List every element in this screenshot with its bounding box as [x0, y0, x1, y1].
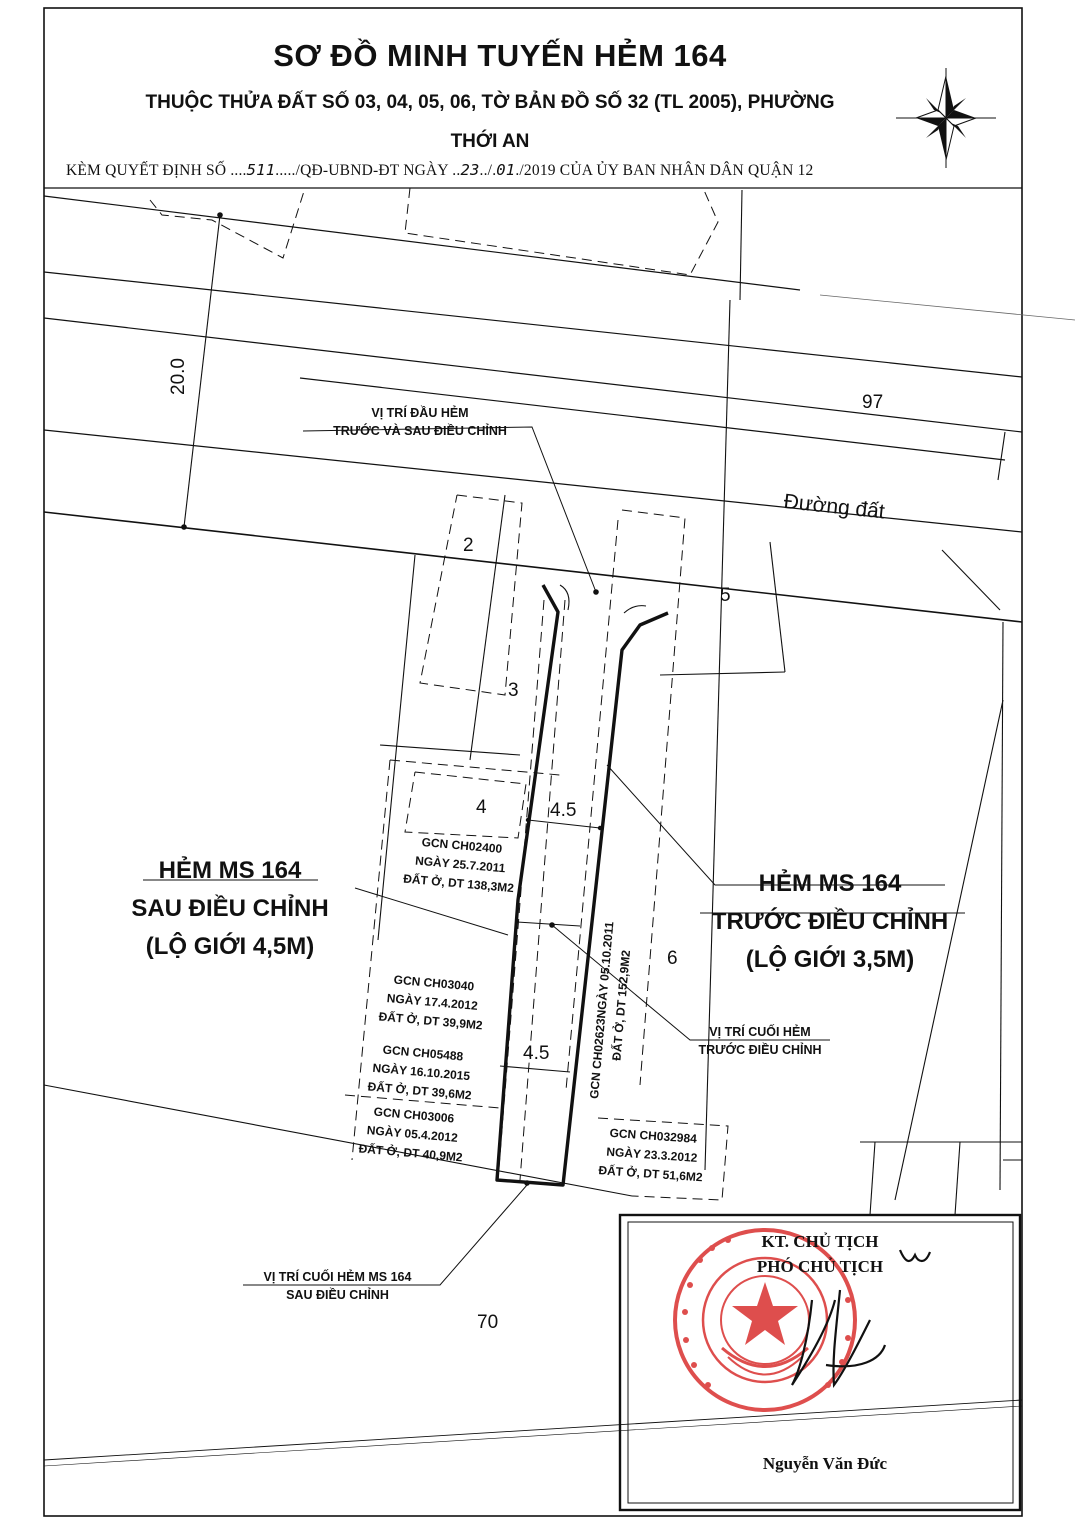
gcn-ch02400-area: ĐẤT Ở, DT 138,3M2: [402, 871, 515, 896]
decision-mid: ...../QĐ-UBND-ĐT NGÀY ..: [275, 162, 461, 179]
decision-prefix: KÈM QUYẾT ĐỊNH SỐ ....: [66, 162, 247, 179]
gcn-ch032984-area: ĐẤT Ở, DT 51,6M2: [598, 1163, 704, 1185]
map-subtitle-line2: THỚI AN: [450, 131, 530, 152]
gcn-ch03006-area: ĐẤT Ở, DT 40,9M2: [358, 1141, 464, 1165]
hem-before-status: TRƯỚC ĐIỀU CHỈNH: [711, 908, 949, 935]
gcn-ch03040-date: NGÀY 17.4.2012: [386, 991, 479, 1013]
decision-suffix: ./2019 CỦA ỦY BAN NHÂN DÂN QUẬN 12: [515, 162, 814, 179]
map-subtitle-line1: THUỘC THỬA ĐẤT SỐ 03, 04, 05, 06, TỜ BẢN ĐỒ SỐ 32 (TL 2005), PHƯỜNG: [145, 92, 835, 113]
gcn-ch03006-date: NGÀY 05.4.2012: [366, 1123, 459, 1145]
parcel-line-5-diag: [942, 550, 1000, 610]
parcel-line-br-v1: [870, 1142, 875, 1215]
parcel-4-label: 4: [476, 797, 487, 818]
callout-hem-end-before: [660, 1023, 860, 1059]
survey-point-1: [217, 212, 223, 218]
page-frame: [44, 8, 1022, 1516]
leader-start: [303, 427, 596, 592]
road-width-label: 20.0: [168, 358, 189, 395]
parcel-line-5-bottom: [660, 672, 785, 675]
hem-after-label: [100, 852, 360, 966]
gcn-ch05488-area: ĐẤT Ở, DT 39,6M2: [367, 1079, 473, 1103]
parcel-6-label: 6: [667, 948, 678, 969]
bottom-road-line: [44, 1400, 1022, 1460]
callout-hem-start-line2: TRƯỚC VÀ SAU ĐIỀU CHỈNH: [333, 424, 507, 438]
gcn-ch05488-id: GCN CH05488: [382, 1042, 464, 1064]
hem-start-point: [593, 589, 599, 595]
gcn-ch032984-date: NGÀY 23.3.2012: [605, 1144, 698, 1165]
width-point-a: [526, 818, 530, 822]
gcn-ch03040-id: GCN CH03040: [393, 972, 475, 994]
parcel-line-97: [998, 432, 1005, 480]
parcel-top-line: [44, 196, 800, 290]
decision-number: 511: [246, 161, 276, 179]
gcn-ch03040-area: ĐẤT Ở, DT 39,9M2: [378, 1009, 484, 1033]
hem-new-end-point: [524, 1180, 530, 1186]
parcel-line-br-v2: [955, 1142, 960, 1215]
width-label-upper: 4.5: [550, 800, 577, 821]
hem-old-end-point: [549, 922, 555, 928]
gcn-ch032984-label: [580, 1122, 724, 1189]
parcel-line-4-top: [380, 745, 520, 755]
hem-after-status: SAU ĐIỀU CHỈNH: [131, 895, 329, 922]
dashed-parcel-4-inner: [405, 772, 526, 838]
dashed-parcel-2: [420, 495, 522, 695]
gcn-ch02400-id: GCN CH02400: [421, 835, 503, 856]
decision-reference: [66, 161, 814, 180]
hem-before-label: [690, 865, 970, 979]
callout-hem-start-line1: VỊ TRÍ ĐẦU HẺM: [371, 406, 469, 420]
parcel-line-bottom: [44, 1085, 632, 1196]
parcel-97-label: 97: [862, 392, 884, 413]
gcn-ch02400-date: NGÀY 25.7.2011: [414, 853, 506, 876]
callout-hem-start: [300, 404, 540, 440]
parcel-70-label: 70: [477, 1312, 499, 1333]
signer-name: Nguyễn Văn Đức: [762, 1454, 888, 1473]
decision-day: 23: [460, 161, 480, 179]
parcel-top-line-faint: [820, 295, 1075, 320]
callout-hem-end-after-line1: VỊ TRÍ CUỐI HẺM MS 164: [263, 1270, 412, 1284]
parcel-3-label: 3: [508, 680, 519, 701]
signature-title-1: KT. CHỦ TỊCH: [761, 1232, 879, 1251]
dashed-parcel-top-left: [150, 188, 305, 258]
width-point-b: [598, 826, 602, 830]
parcel-line-top-right: [740, 190, 742, 300]
gcn-ch02623-id-date: GCN CH02623NGÀY 05.10.2011: [586, 920, 617, 1100]
road-name-label: Đường đất: [782, 490, 886, 524]
callout-hem-end-after: [230, 1268, 445, 1304]
gcn-ch05488-label: [349, 1038, 493, 1107]
callout-hem-end-before-line2: TRƯỚC ĐIỀU CHỈNH: [698, 1043, 822, 1057]
hem-before-title: HẺM MS 164: [758, 870, 902, 897]
parcel-line-5-right: [770, 542, 785, 672]
hem-after-width: (LỘ GIỚI 4,5M): [145, 933, 315, 960]
gcn-ch05488-date: NGÀY 16.10.2015: [371, 1060, 471, 1084]
decision-sep: ../.: [479, 162, 497, 179]
gcn-ch03040-label: [360, 968, 504, 1037]
road-line-d: [44, 512, 1022, 622]
map-title: SƠ ĐỒ MINH TUYẾN HẺM 164: [273, 38, 727, 73]
parcel-2-label: 2: [463, 535, 474, 556]
hem-curve-right: [624, 606, 646, 613]
north-arrow-icon: [896, 68, 996, 168]
decision-month: 01: [496, 161, 516, 179]
width-label-lower: 4.5: [523, 1043, 550, 1064]
dashed-parcel-top-mid: [405, 188, 718, 275]
hem-before-width: (LỘ GIỚI 3,5M): [745, 946, 915, 973]
gcn-ch03006-id: GCN CH03006: [373, 1104, 455, 1126]
gcn-ch03006-label: [340, 1100, 484, 1169]
parcel-5-label: 5: [720, 585, 731, 606]
parcel-line-3-mid: [470, 495, 505, 760]
gcn-ch02623-area: ĐẤT Ở, DT 152,9M2: [609, 949, 634, 1062]
road-line-a: [44, 272, 1022, 377]
callout-hem-end-after-line2: SAU ĐIỀU CHỈNH: [286, 1288, 389, 1302]
signature-title-2: PHÓ CHỦ TỊCH: [756, 1257, 884, 1276]
hem-after-title: HẺM MS 164: [158, 857, 302, 884]
width-line-lower: [500, 1066, 570, 1072]
hem-old-end-line: [517, 922, 580, 926]
survey-point-2: [181, 524, 187, 530]
gcn-ch032984-id: GCN CH032984: [609, 1125, 698, 1146]
callout-hem-end-before-line1: VỊ TRÍ CUỐI HẺM: [709, 1025, 811, 1039]
